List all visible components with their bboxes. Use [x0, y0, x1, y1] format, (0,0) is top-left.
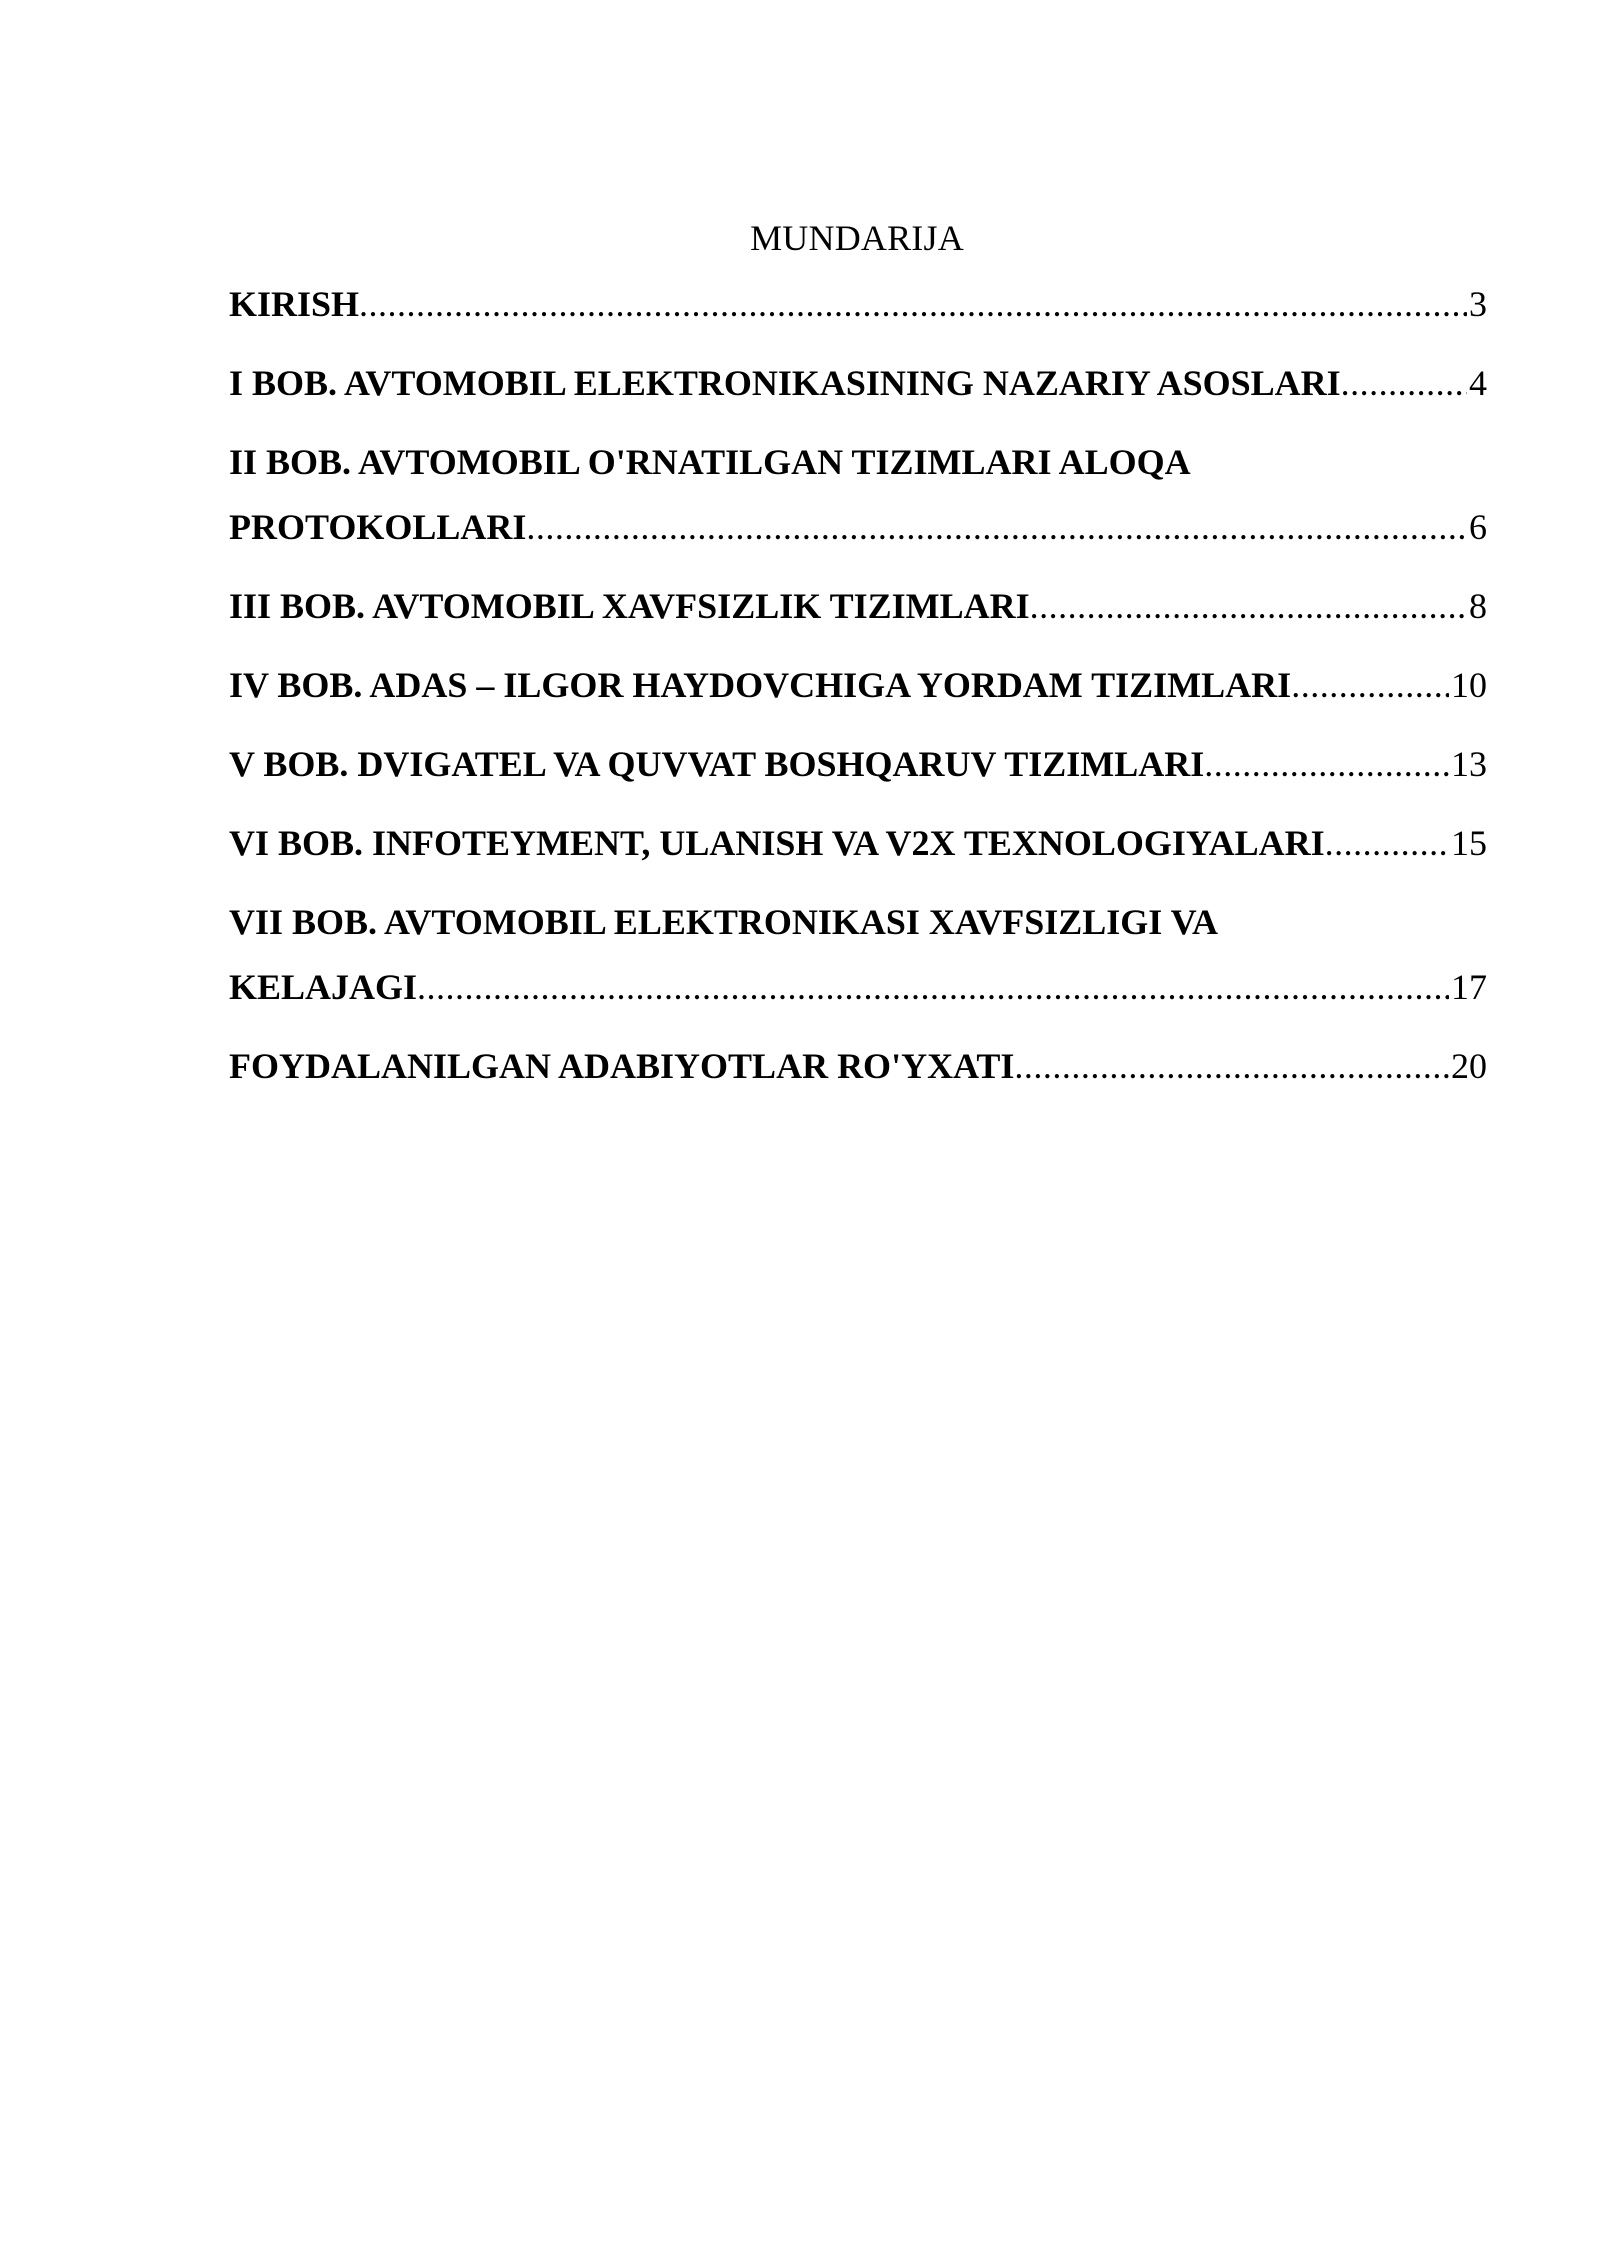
- toc-entry-page: 3: [1469, 284, 1487, 324]
- toc-entry-chapter-2: [229, 436, 1487, 580]
- toc-entry-chapter-3: [229, 580, 1487, 659]
- toc-entry-label: VI BOB. INFOTEYMENT, ULANISH VA V2X TEXNOLOGIYALARI: [229, 823, 1325, 863]
- toc-entry-page: 4: [1469, 363, 1487, 403]
- toc-entry-chapter-4: [229, 659, 1487, 738]
- toc-entry-label: V BOB. DVIGATEL VA QUVVAT BOSHQARUV TIZIMLARI: [229, 744, 1205, 784]
- toc-entry-chapter-6: [229, 817, 1487, 896]
- toc-entry-chapter-5: [229, 738, 1487, 817]
- toc-entry-label: KELAJAGI: [229, 967, 418, 1007]
- toc-dot-leader: [526, 501, 1467, 553]
- table-of-contents: [229, 278, 1487, 1119]
- toc-entry-kirish: [229, 278, 1487, 357]
- toc-entry-label: FOYDALANILGAN ADABIYOTLAR RO'YXATI: [229, 1046, 1015, 1086]
- toc-dot-leader: [1030, 580, 1467, 632]
- toc-entry-label: IV BOB. ADAS – ILGOR HAYDOVCHIGA YORDAM TIZIMLARI: [229, 665, 1292, 705]
- toc-dot-leader: [1325, 817, 1449, 869]
- toc-entry-page: 15: [1451, 823, 1487, 863]
- toc-dot-leader: [1014, 1040, 1449, 1092]
- toc-dot-leader: [359, 278, 1467, 330]
- toc-entry-label: III BOB. AVTOMOBIL XAVFSIZLIK TIZIMLARI: [229, 586, 1030, 626]
- toc-entry-label-line1: VII BOB. AVTOMOBIL ELEKTRONIKASI XAVFSIZLIGI VA: [229, 902, 1219, 942]
- toc-entry-page: 8: [1469, 586, 1487, 626]
- toc-entry-label: I BOB. AVTOMOBIL ELEKTRONIKASINING NAZARIY ASOSLARI: [229, 363, 1341, 403]
- toc-entry-chapter-1: [229, 357, 1487, 436]
- toc-entry-page: 6: [1469, 507, 1487, 547]
- toc-heading: MUNDARIJA: [750, 218, 964, 258]
- toc-dot-leader: [1291, 659, 1449, 711]
- toc-dot-leader: [1341, 357, 1467, 409]
- toc-entry-page: 20: [1451, 1046, 1487, 1086]
- toc-entry-page: 17: [1451, 967, 1487, 1007]
- toc-entry-references: [229, 1040, 1487, 1119]
- toc-entry-label-line1: II BOB. AVTOMOBIL O'RNATILGAN TIZIMLARI ALOQA: [229, 442, 1191, 482]
- toc-dot-leader: [417, 961, 1449, 1013]
- toc-entry-page: 10: [1451, 665, 1487, 705]
- toc-entry-label: KIRISH: [229, 284, 360, 324]
- toc-entry-page: 13: [1451, 744, 1487, 784]
- toc-entry-chapter-7: [229, 896, 1487, 1040]
- toc-dot-leader: [1204, 738, 1449, 790]
- toc-entry-label: PROTOKOLLARI: [229, 507, 527, 547]
